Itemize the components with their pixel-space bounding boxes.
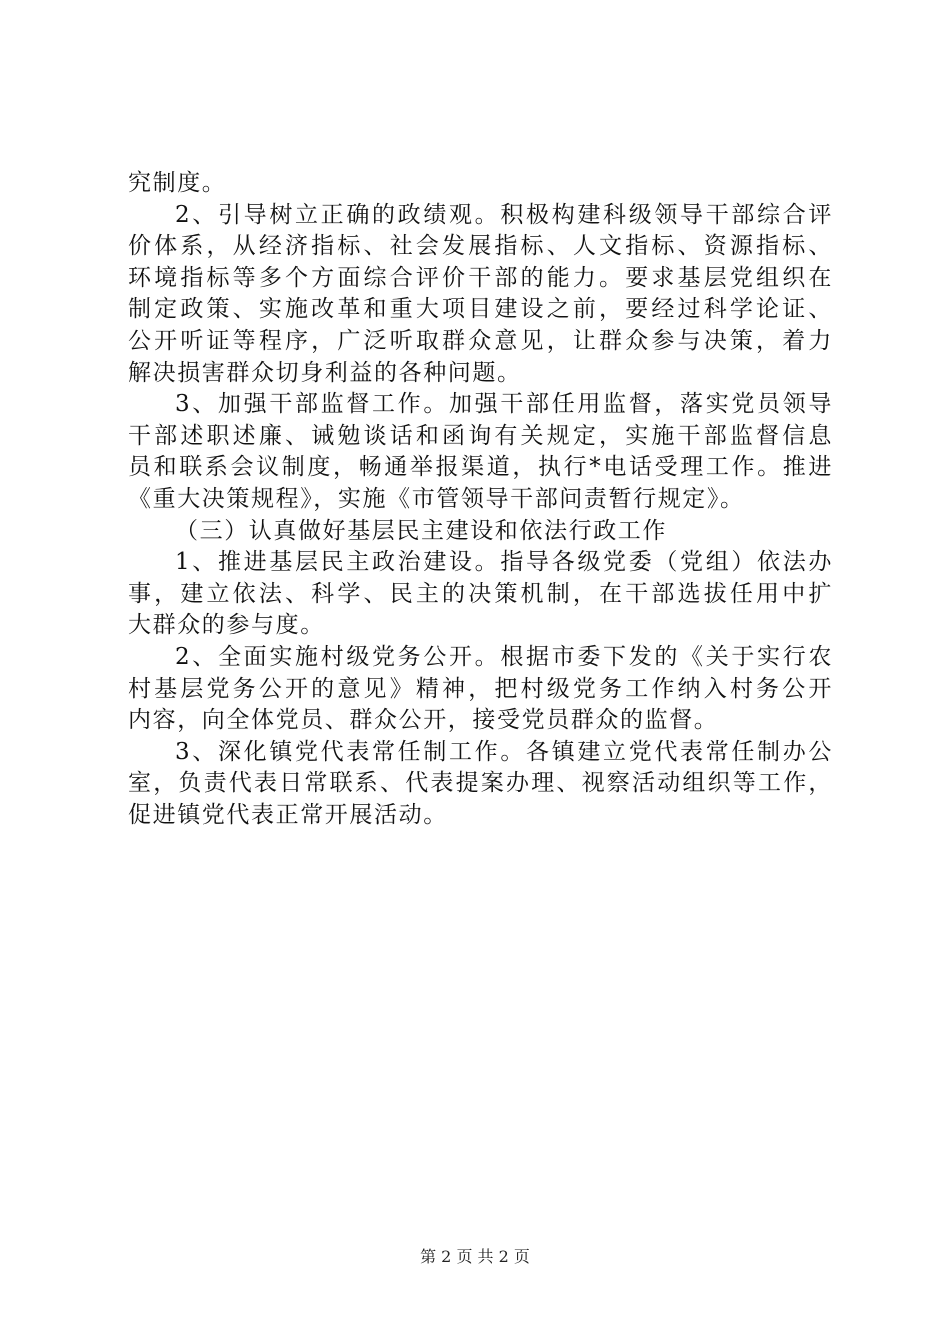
document-line: 解决损害群众切身利益的各种问题。 (128, 359, 522, 386)
document-line: 公开听证等程序，广泛听取群众意见，让群众参与决策，着力 (128, 327, 833, 354)
document-line: 内容，向全体党员、群众公开，接受党员群众的监督。 (128, 707, 719, 734)
document-line: 3、加强干部监督工作。加强干部任用监督，落实党员领导 (175, 391, 833, 418)
document-line: 室，负责代表日常联系、代表提案办理、视察活动组织等工作， (128, 770, 833, 797)
document-line: 大群众的参与度。 (128, 612, 325, 639)
document-line: 村基层党务公开的意见》精神，把村级党务工作纳入村务公开 (128, 675, 833, 702)
document-line: 干部述职述廉、诫勉谈话和函询有关规定，实施干部监督信息 (128, 422, 833, 449)
document-line: 1、推进基层民主政治建设。指导各级党委（党组）依法办 (175, 549, 833, 576)
document-body (128, 168, 833, 831)
document-line: 2、引导树立正确的政绩观。积极构建科级领导干部综合评 (175, 201, 833, 228)
document-line: 2、全面实施村级党务公开。根据市委下发的《关于实行农 (175, 643, 833, 670)
document-line: 制定政策、实施改革和重大项目建设之前，要经过科学论证、 (128, 296, 833, 323)
document-line: 价体系，从经济指标、社会发展指标、人文指标、资源指标、 (128, 233, 833, 260)
page-footer: 第 2 页 共 2 页 (420, 1247, 530, 1266)
document-line: 员和联系会议制度，畅通举报渠道，执行*电话受理工作。推进 (128, 454, 833, 481)
document-line: 促进镇党代表正常开展活动。 (128, 801, 448, 828)
document-line: （三）认真做好基层民主建设和依法行政工作 (175, 517, 667, 544)
document-line: 环境指标等多个方面综合评价干部的能力。要求基层党组织在 (128, 264, 833, 291)
document-line: 究制度。 (128, 170, 227, 196)
document-line: 事，建立依法、科学、民主的决策机制，在干部选拔任用中扩 (128, 580, 833, 607)
document-line: 3、深化镇党代表常任制工作。各镇建立党代表常任制办公 (175, 738, 833, 765)
document-line: 《重大决策规程》，实施《市管领导干部问责暂行规定》。 (128, 485, 745, 512)
